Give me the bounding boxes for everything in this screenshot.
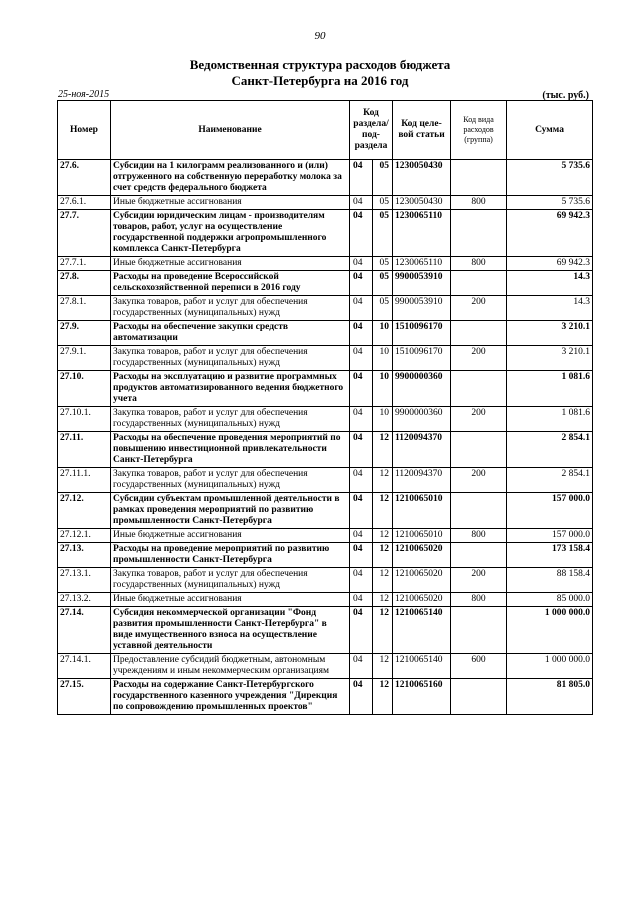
row-target-code: 1210065010	[393, 529, 451, 543]
row-subsection: 12	[373, 529, 393, 543]
row-subsection: 12	[373, 568, 393, 593]
row-subsection: 10	[373, 371, 393, 407]
table-row	[58, 371, 593, 407]
table-row	[58, 593, 593, 607]
row-name: Закупка товаров, работ и услуг для обеспечения государственных (муниципальных) нужд	[111, 296, 350, 321]
row-section: 04	[350, 257, 373, 271]
table-row	[58, 257, 593, 271]
row-number: 27.14.	[58, 607, 111, 654]
row-expense-type	[451, 321, 507, 346]
row-target-code: 9900000360	[393, 371, 451, 407]
table-row	[58, 607, 593, 654]
table-row	[58, 493, 593, 529]
row-target-code: 1210065140	[393, 607, 451, 654]
row-section: 04	[350, 346, 373, 371]
row-target-code: 1230065110	[393, 210, 451, 257]
row-expense-type	[451, 679, 507, 715]
row-amount: 1 000 000.0	[507, 607, 593, 654]
row-name: Субсидии субъектам промышленной деятельности в рамках проведения мероприятий по развитию промышленности Санкт-Петербурга	[111, 493, 350, 529]
row-section: 04	[350, 593, 373, 607]
header-expense-type: Код вида расходов (группа)	[451, 101, 507, 160]
row-name: Расходы на обеспечение проведения мероприятий по повышению инвестиционной привлекательности Санкт-Петербурга	[111, 432, 350, 468]
row-amount: 1 081.6	[507, 407, 593, 432]
row-amount: 5 735.6	[507, 160, 593, 196]
row-section: 04	[350, 468, 373, 493]
row-number: 27.13.2.	[58, 593, 111, 607]
row-subsection: 05	[373, 210, 393, 257]
row-section: 04	[350, 210, 373, 257]
row-expense-type: 200	[451, 468, 507, 493]
row-expense-type	[451, 210, 507, 257]
header-section: Код раздела/ под-раздела	[350, 101, 393, 160]
table-row	[58, 529, 593, 543]
header-amount: Сумма	[507, 101, 593, 160]
row-number: 27.9.1.	[58, 346, 111, 371]
row-name: Иные бюджетные ассигнования	[111, 257, 350, 271]
row-number: 27.7.1.	[58, 257, 111, 271]
row-expense-type: 200	[451, 407, 507, 432]
row-number: 27.13.1.	[58, 568, 111, 593]
row-target-code: 1230050430	[393, 160, 451, 196]
row-expense-type	[451, 543, 507, 568]
table-row	[58, 271, 593, 296]
row-target-code: 1120094370	[393, 432, 451, 468]
row-target-code: 1210065010	[393, 493, 451, 529]
table-row	[58, 468, 593, 493]
row-section: 04	[350, 407, 373, 432]
row-name: Субсидии юридическим лицам - производителям товаров, работ, услуг на осуществление государственной поддержки агропромышленного комплекса Санкт-Петербурга	[111, 210, 350, 257]
row-section: 04	[350, 679, 373, 715]
table-row	[58, 321, 593, 346]
row-target-code: 1210065160	[393, 679, 451, 715]
table-row	[58, 210, 593, 257]
row-name: Иные бюджетные ассигнования	[111, 196, 350, 210]
row-subsection: 10	[373, 321, 393, 346]
row-name: Расходы на проведение мероприятий по развитию промышленности Санкт-Петербурга	[111, 543, 350, 568]
row-section: 04	[350, 371, 373, 407]
row-target-code: 9900000360	[393, 407, 451, 432]
row-amount: 2 854.1	[507, 468, 593, 493]
table-header	[58, 101, 593, 160]
row-amount: 85 000.0	[507, 593, 593, 607]
row-name: Иные бюджетные ассигнования	[111, 593, 350, 607]
row-subsection: 12	[373, 543, 393, 568]
row-name: Закупка товаров, работ и услуг для обеспечения государственных (муниципальных) нужд	[111, 346, 350, 371]
row-amount: 14.3	[507, 296, 593, 321]
row-subsection: 10	[373, 407, 393, 432]
table-row	[58, 654, 593, 679]
row-section: 04	[350, 568, 373, 593]
row-subsection: 05	[373, 296, 393, 321]
row-amount: 3 210.1	[507, 346, 593, 371]
row-name: Расходы на эксплуатацию и развитие программных продуктов автоматизированного ведения бюджетного учета	[111, 371, 350, 407]
row-name: Иные бюджетные ассигнования	[111, 529, 350, 543]
row-subsection: 05	[373, 160, 393, 196]
row-section: 04	[350, 160, 373, 196]
row-number: 27.12.	[58, 493, 111, 529]
row-subsection: 12	[373, 607, 393, 654]
row-expense-type	[451, 371, 507, 407]
header-number: Номер	[58, 101, 111, 160]
row-target-code: 1120094370	[393, 468, 451, 493]
row-number: 27.6.	[58, 160, 111, 196]
table-row	[58, 296, 593, 321]
title-line-1: Ведомственная структура расходов бюджета	[189, 57, 451, 72]
row-number: 27.12.1.	[58, 529, 111, 543]
row-expense-type: 800	[451, 529, 507, 543]
row-amount: 1 081.6	[507, 371, 593, 407]
row-expense-type	[451, 607, 507, 654]
row-name: Расходы на содержание Санкт-Петербургского государственного казенного учреждения "Дирекция по сопровождению промышленных проектов"	[111, 679, 350, 715]
row-number: 27.8.1.	[58, 296, 111, 321]
row-section: 04	[350, 271, 373, 296]
row-target-code: 1230050430	[393, 196, 451, 210]
table-row	[58, 346, 593, 371]
row-expense-type	[451, 493, 507, 529]
row-subsection: 05	[373, 257, 393, 271]
row-number: 27.15.	[58, 679, 111, 715]
row-expense-type	[451, 271, 507, 296]
row-target-code: 1210065020	[393, 593, 451, 607]
row-name: Расходы на обеспечение закупки средств автоматизации	[111, 321, 350, 346]
row-expense-type: 200	[451, 296, 507, 321]
table-row	[58, 196, 593, 210]
row-target-code: 1510096170	[393, 321, 451, 346]
row-number: 27.10.	[58, 371, 111, 407]
row-name: Закупка товаров, работ и услуг для обеспечения государственных (муниципальных) нужд	[111, 568, 350, 593]
row-name: Расходы на проведение Всероссийской сельскохозяйственной переписи в 2016 году	[111, 271, 350, 296]
row-number: 27.11.	[58, 432, 111, 468]
table-row	[58, 407, 593, 432]
row-amount: 88 158.4	[507, 568, 593, 593]
row-amount: 69 942.3	[507, 210, 593, 257]
row-section: 04	[350, 654, 373, 679]
row-subsection: 12	[373, 493, 393, 529]
row-subsection: 12	[373, 679, 393, 715]
row-section: 04	[350, 196, 373, 210]
row-subsection: 05	[373, 196, 393, 210]
table-row	[58, 160, 593, 196]
title-line-2: Санкт-Петербурга на 2016 год	[231, 73, 409, 88]
row-subsection: 12	[373, 654, 393, 679]
row-name: Субсидии на 1 килограмм реализованного и (или) отгруженного на собственную переработку молока за счет средств федерального бюджета	[111, 160, 350, 196]
row-number: 27.7.	[58, 210, 111, 257]
row-target-code: 1210065140	[393, 654, 451, 679]
row-expense-type: 800	[451, 196, 507, 210]
table-row	[58, 568, 593, 593]
row-expense-type: 800	[451, 593, 507, 607]
row-target-code: 1230065110	[393, 257, 451, 271]
row-number: 27.8.	[58, 271, 111, 296]
document-date: 25-ноя-2015	[58, 89, 110, 100]
row-number: 27.11.1.	[58, 468, 111, 493]
units-label: (тыс. руб.)	[542, 90, 589, 101]
header-name: Наименование	[111, 101, 350, 160]
table-row	[58, 432, 593, 468]
row-number: 27.13.	[58, 543, 111, 568]
page-number: 90	[314, 30, 326, 42]
row-expense-type: 200	[451, 568, 507, 593]
table-body	[58, 160, 593, 715]
row-amount: 173 158.4	[507, 543, 593, 568]
table-row	[58, 679, 593, 715]
row-amount: 157 000.0	[507, 493, 593, 529]
row-subsection: 12	[373, 468, 393, 493]
row-target-code: 1210065020	[393, 568, 451, 593]
row-section: 04	[350, 607, 373, 654]
row-amount: 5 735.6	[507, 196, 593, 210]
header-target: Код целе-вой статьи	[393, 101, 451, 160]
row-amount: 2 854.1	[507, 432, 593, 468]
row-amount: 3 210.1	[507, 321, 593, 346]
row-target-code: 1210065020	[393, 543, 451, 568]
row-name: Предоставление субсидий бюджетным, автономным учреждениям и иным некоммерческим организациям	[111, 654, 350, 679]
row-expense-type: 800	[451, 257, 507, 271]
row-number: 27.6.1.	[58, 196, 111, 210]
row-subsection: 12	[373, 432, 393, 468]
row-section: 04	[350, 321, 373, 346]
budget-table	[57, 100, 593, 715]
row-amount: 1 000 000.0	[507, 654, 593, 679]
row-number: 27.14.1.	[58, 654, 111, 679]
row-expense-type	[451, 160, 507, 196]
row-section: 04	[350, 543, 373, 568]
row-amount: 81 805.0	[507, 679, 593, 715]
row-expense-type: 600	[451, 654, 507, 679]
row-amount: 69 942.3	[507, 257, 593, 271]
row-name: Закупка товаров, работ и услуг для обеспечения государственных (муниципальных) нужд	[111, 468, 350, 493]
table-row	[58, 543, 593, 568]
row-target-code: 1510096170	[393, 346, 451, 371]
row-name: Закупка товаров, работ и услуг для обеспечения государственных (муниципальных) нужд	[111, 407, 350, 432]
row-expense-type: 200	[451, 346, 507, 371]
row-number: 27.10.1.	[58, 407, 111, 432]
row-subsection: 12	[373, 593, 393, 607]
document-title	[0, 57, 640, 89]
row-subsection: 05	[373, 271, 393, 296]
row-target-code: 9900053910	[393, 271, 451, 296]
row-section: 04	[350, 493, 373, 529]
row-amount: 14.3	[507, 271, 593, 296]
row-amount: 157 000.0	[507, 529, 593, 543]
row-section: 04	[350, 296, 373, 321]
row-expense-type	[451, 432, 507, 468]
row-target-code: 9900053910	[393, 296, 451, 321]
row-number: 27.9.	[58, 321, 111, 346]
row-subsection: 10	[373, 346, 393, 371]
row-section: 04	[350, 529, 373, 543]
row-section: 04	[350, 432, 373, 468]
row-name: Субсидия некоммерческой организации "Фонд развития промышленности Санкт-Петербурга" в виде имущественного взноса на осуществление уставной деятельности	[111, 607, 350, 654]
